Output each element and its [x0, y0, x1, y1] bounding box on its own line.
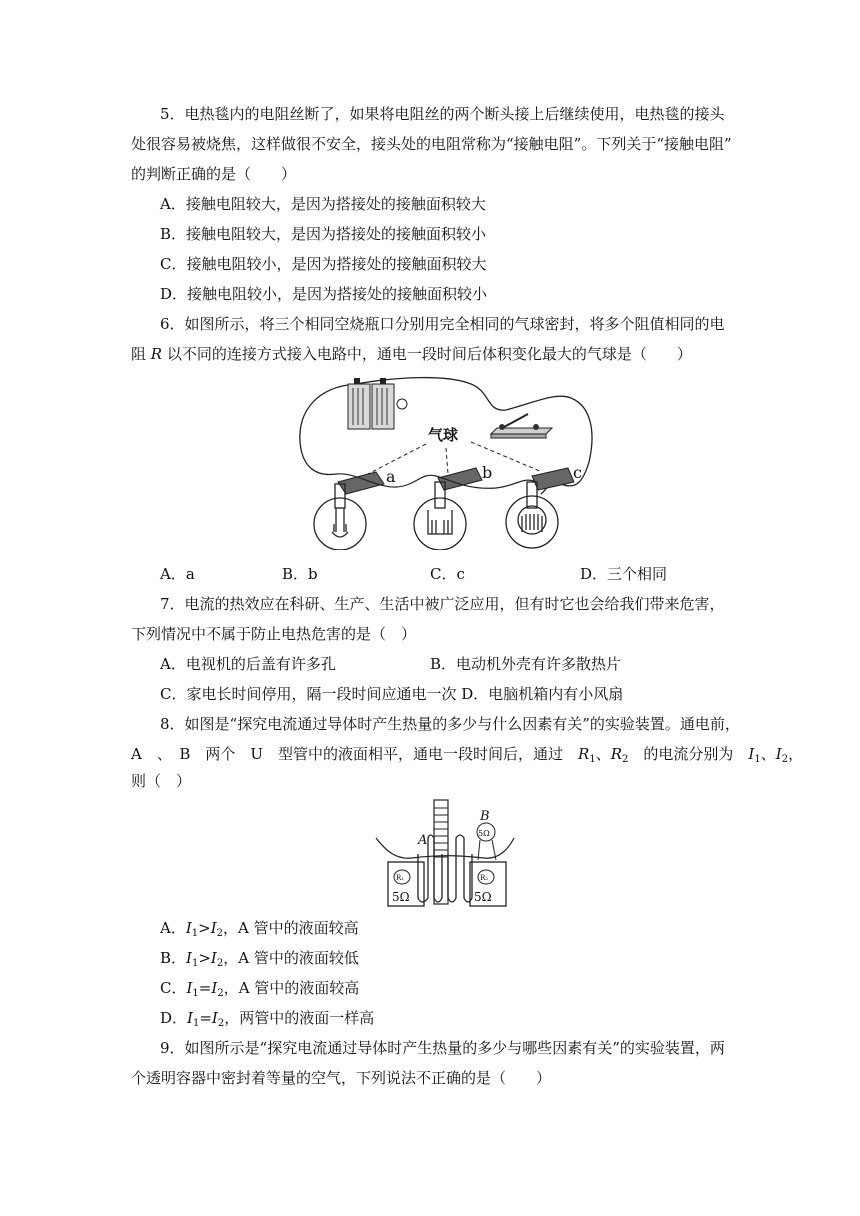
right-box-resistance: 5Ω — [474, 890, 492, 904]
q5-option-b: B．接触电阻较大，是因为搭接处的接触面积较小 — [160, 225, 487, 243]
label-B: B — [480, 809, 490, 824]
external-resistor-label: 5Ω — [478, 829, 490, 838]
q6-circuit-figure — [296, 372, 602, 550]
label-c: c — [573, 463, 582, 482]
q6-option-d: D．三个相同 — [580, 565, 668, 583]
q7-stem-line1: 7．电流的热效应在科研、生产、生活中被广泛应用，但有时它也会给我们带来危害， — [160, 595, 725, 613]
left-box-resistance: 5Ω — [392, 890, 410, 904]
q8-apparatus-figure — [374, 798, 520, 910]
q5-option-a: A．接触电阻较大，是因为搭接处的接触面积较大 — [160, 195, 486, 213]
q9-stem-line2: 个透明容器中密封着等量的空气，下列说法不正确的是（ ） — [131, 1069, 552, 1087]
q6-option-c: C．c — [430, 565, 465, 583]
flask-a — [314, 484, 366, 550]
q8-option-d: D．$I_1=I_2$，两管中的液面一样高 — [160, 1009, 375, 1029]
q7-option-cd: C．家电长时间停用，隔一段时间应通电一次 D．电脑机箱内有小风扇 — [160, 685, 624, 703]
q5-stem-line2: 处很容易被烧焦，这样做很不安全，接头处的电阻常称为“接触电阻”。下列关于“接触电阻” — [131, 135, 732, 153]
battery-icon — [348, 378, 407, 429]
q7-stem-line2: 下列情况中不属于防止电热危害的是（ ） — [131, 625, 417, 643]
balloon-label: 气球 — [428, 426, 459, 444]
q9-stem-line1: 9．如图所示是“探究电流通过导体时产生热量的多少与哪些因素有关”的实验装置，两 — [160, 1039, 725, 1057]
q5-option-c: C．接触电阻较小，是因为搭接处的接触面积较大 — [160, 255, 487, 273]
switch-icon — [491, 414, 552, 438]
r2-label: R₂ — [480, 874, 489, 882]
q6-option-b: B．b — [282, 565, 318, 583]
q5-option-d: D．接触电阻较小，是因为搭接处的接触面积较小 — [160, 285, 488, 303]
flask-c — [506, 482, 558, 548]
q8-option-b: B．$I_1>I_2$，A 管中的液面较低 — [160, 949, 359, 969]
q5-stem-line1: 5．电热毯内的电阻丝断了，如果将电阻丝的两个断头接上后继续使用，电热毯的接头 — [160, 105, 725, 123]
q8-option-a: A．$I_1>I_2$，A 管中的液面较高 — [160, 919, 359, 939]
label-b: b — [482, 463, 493, 482]
flask-b — [414, 482, 466, 550]
q8-stem-line3: 则（ ） — [131, 772, 192, 790]
q8-stem-line2: A 、 B 两个 U 型管中的液面相平，通电一段时间后，通过 $R_1$、$R_2$ 的电流分别为 $I_1$、$I_2$， — [131, 745, 804, 765]
q6-stem-line1: 6．如图所示，将三个相同空烧瓶口分别用完全相同的气球密封，将多个阻值相同的电 — [160, 315, 725, 333]
q8-option-c: C．$I_1=I_2$，A 管中的液面较高 — [160, 979, 360, 999]
r1-label: R₁ — [396, 874, 405, 882]
q6-option-a: A．a — [160, 565, 195, 583]
q8-stem-line1: 8．如图是“探究电流通过导体时产生热量的多少与什么因素有关”的实验装置。通电前， — [160, 715, 740, 733]
q6-stem-line2: 阻 R 以不同的连接方式接入电路中，通电一段时间后体积变化最大的气球是（ ） — [131, 345, 692, 363]
label-A: A — [418, 833, 428, 848]
q7-option-b: B．电动机外壳有许多散热片 — [430, 655, 622, 673]
q5-stem-line3: 的判断正确的是（ ） — [131, 165, 297, 183]
q7-option-a: A．电视机的后盖有许多孔 — [160, 655, 336, 673]
label-a: a — [386, 467, 396, 486]
